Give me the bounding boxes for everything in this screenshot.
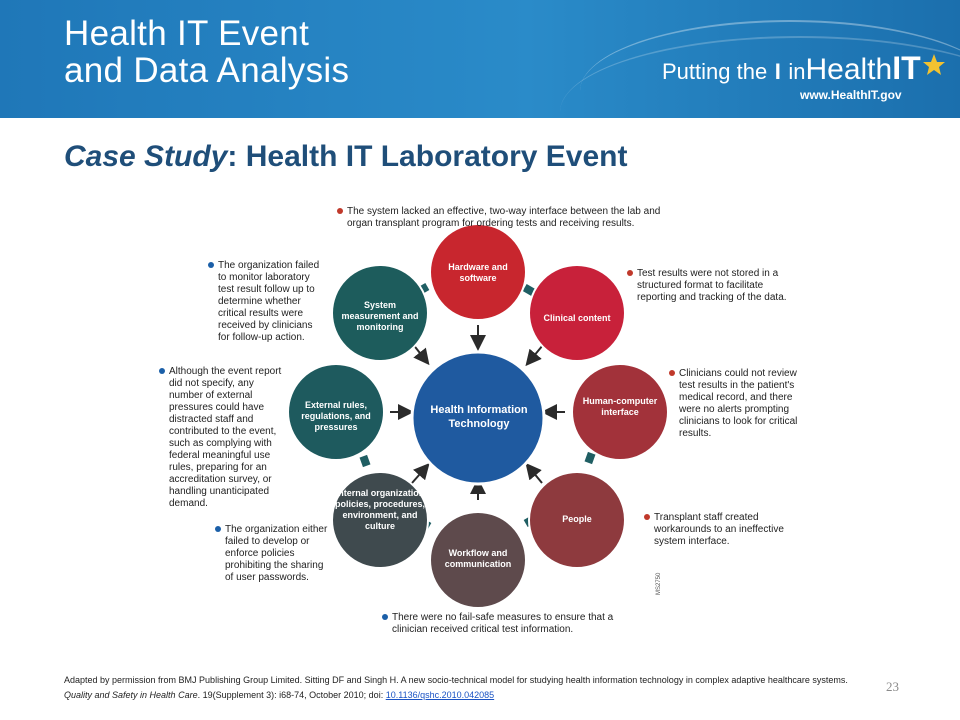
node-label-internal: Internal organization policies, procedures, environment, and culture — [334, 488, 426, 531]
node-label-hardware: Hardware and software — [448, 262, 508, 283]
arrow — [528, 466, 542, 483]
annotation-workflow — [392, 612, 622, 636]
annotation-hardware — [347, 206, 667, 230]
slide-title-line2: and Data Analysis — [64, 51, 350, 90]
logo-url: www.HealthIT.gov — [800, 88, 902, 102]
doi-link[interactable]: 10.1136/qshc.2010.042085 — [385, 690, 495, 700]
figure-code: MS2750 — [656, 572, 662, 595]
annotation-internal — [225, 524, 329, 584]
subtitle-rest: : Health IT Laboratory Event — [227, 140, 628, 173]
logo-health: Health — [805, 53, 893, 86]
bullet-icon — [627, 270, 633, 276]
citation — [64, 673, 854, 703]
center-label: Health Information Technology — [430, 404, 528, 430]
citation-journal: Quality and Safety in Health Care — [64, 690, 198, 700]
annotation-human — [679, 368, 809, 440]
bullet-icon — [644, 514, 650, 520]
annotation-text: There were no fail-safe measures to ensure that a clinician received critical test information. — [392, 612, 614, 635]
ring-connector — [585, 452, 596, 464]
annotation-text: Clinicians could not review test results in the patient's medical record, and there were no alerts prompting clinicians to look for critical results. — [679, 368, 798, 439]
annotation-text: The organization failed to monitor laboratory test result follow up to determine whether critical results were received by clinicians for follow-up action. — [218, 260, 320, 343]
ring-connector — [360, 455, 371, 467]
subtitle-emphasis: Case Study — [64, 140, 228, 173]
logo-putting: Putting the — [662, 59, 768, 84]
annotation-text: The organization either failed to develop or enforce policies prohibiting the sharing of user passwords. — [225, 524, 328, 583]
logo-it: IT — [892, 50, 921, 86]
node-label-monitoring: System measurement and monitoring — [341, 300, 419, 332]
citation-text: Adapted by permission from BMJ Publishing Group Limited. Sitting DF and Singh H. A new socio-technical model for studying health information technology in complex adaptive healthcare systems. — [64, 675, 848, 685]
slide-title-line1: Health IT Event — [64, 14, 310, 53]
bullet-icon — [208, 262, 214, 268]
annotation-text: Although the event report did not specify, any number of external pressures could have distracted staff and contributed to the event, such as complying with federal meaningful use rules, preparing for an accreditation survey, or handling unanticipated demand. — [169, 366, 282, 509]
annotation-external — [169, 366, 289, 510]
annotation-clinical — [637, 268, 797, 304]
logo-in: in — [788, 59, 806, 84]
node-label-external: External rules, regulations, and pressures — [301, 400, 371, 432]
node-label-people: People — [562, 514, 592, 524]
bullet-icon — [215, 526, 221, 532]
annotation-text: Test results were not stored in a structured format to facilitate reporting and tracking of the data. — [637, 268, 787, 303]
bullet-icon — [382, 614, 388, 620]
bullet-icon — [337, 208, 343, 214]
citation-details: . 19(Supplement 3): i68-74, October 2010; doi: — [197, 690, 384, 700]
node-label-clinical: Clinical content — [543, 313, 611, 323]
arrow — [528, 345, 543, 363]
annotation-text: The system lacked an effective, two-way interface between the lab and organ transplant program for ordering tests and receiving results. — [347, 206, 661, 229]
node-label-workflow: Workflow and communication — [444, 548, 512, 569]
arrow — [412, 466, 427, 483]
annotation-people — [654, 512, 794, 548]
node-label-human: Human-computer interface — [582, 396, 658, 417]
page-number: 23 — [886, 679, 899, 694]
bullet-icon — [159, 368, 165, 374]
annotation-monitoring — [218, 260, 322, 344]
annotation-text: Transplant staff created workarounds to an ineffective system interface. — [654, 512, 784, 547]
bullet-icon — [669, 370, 675, 376]
logo-i: I — [774, 59, 781, 84]
